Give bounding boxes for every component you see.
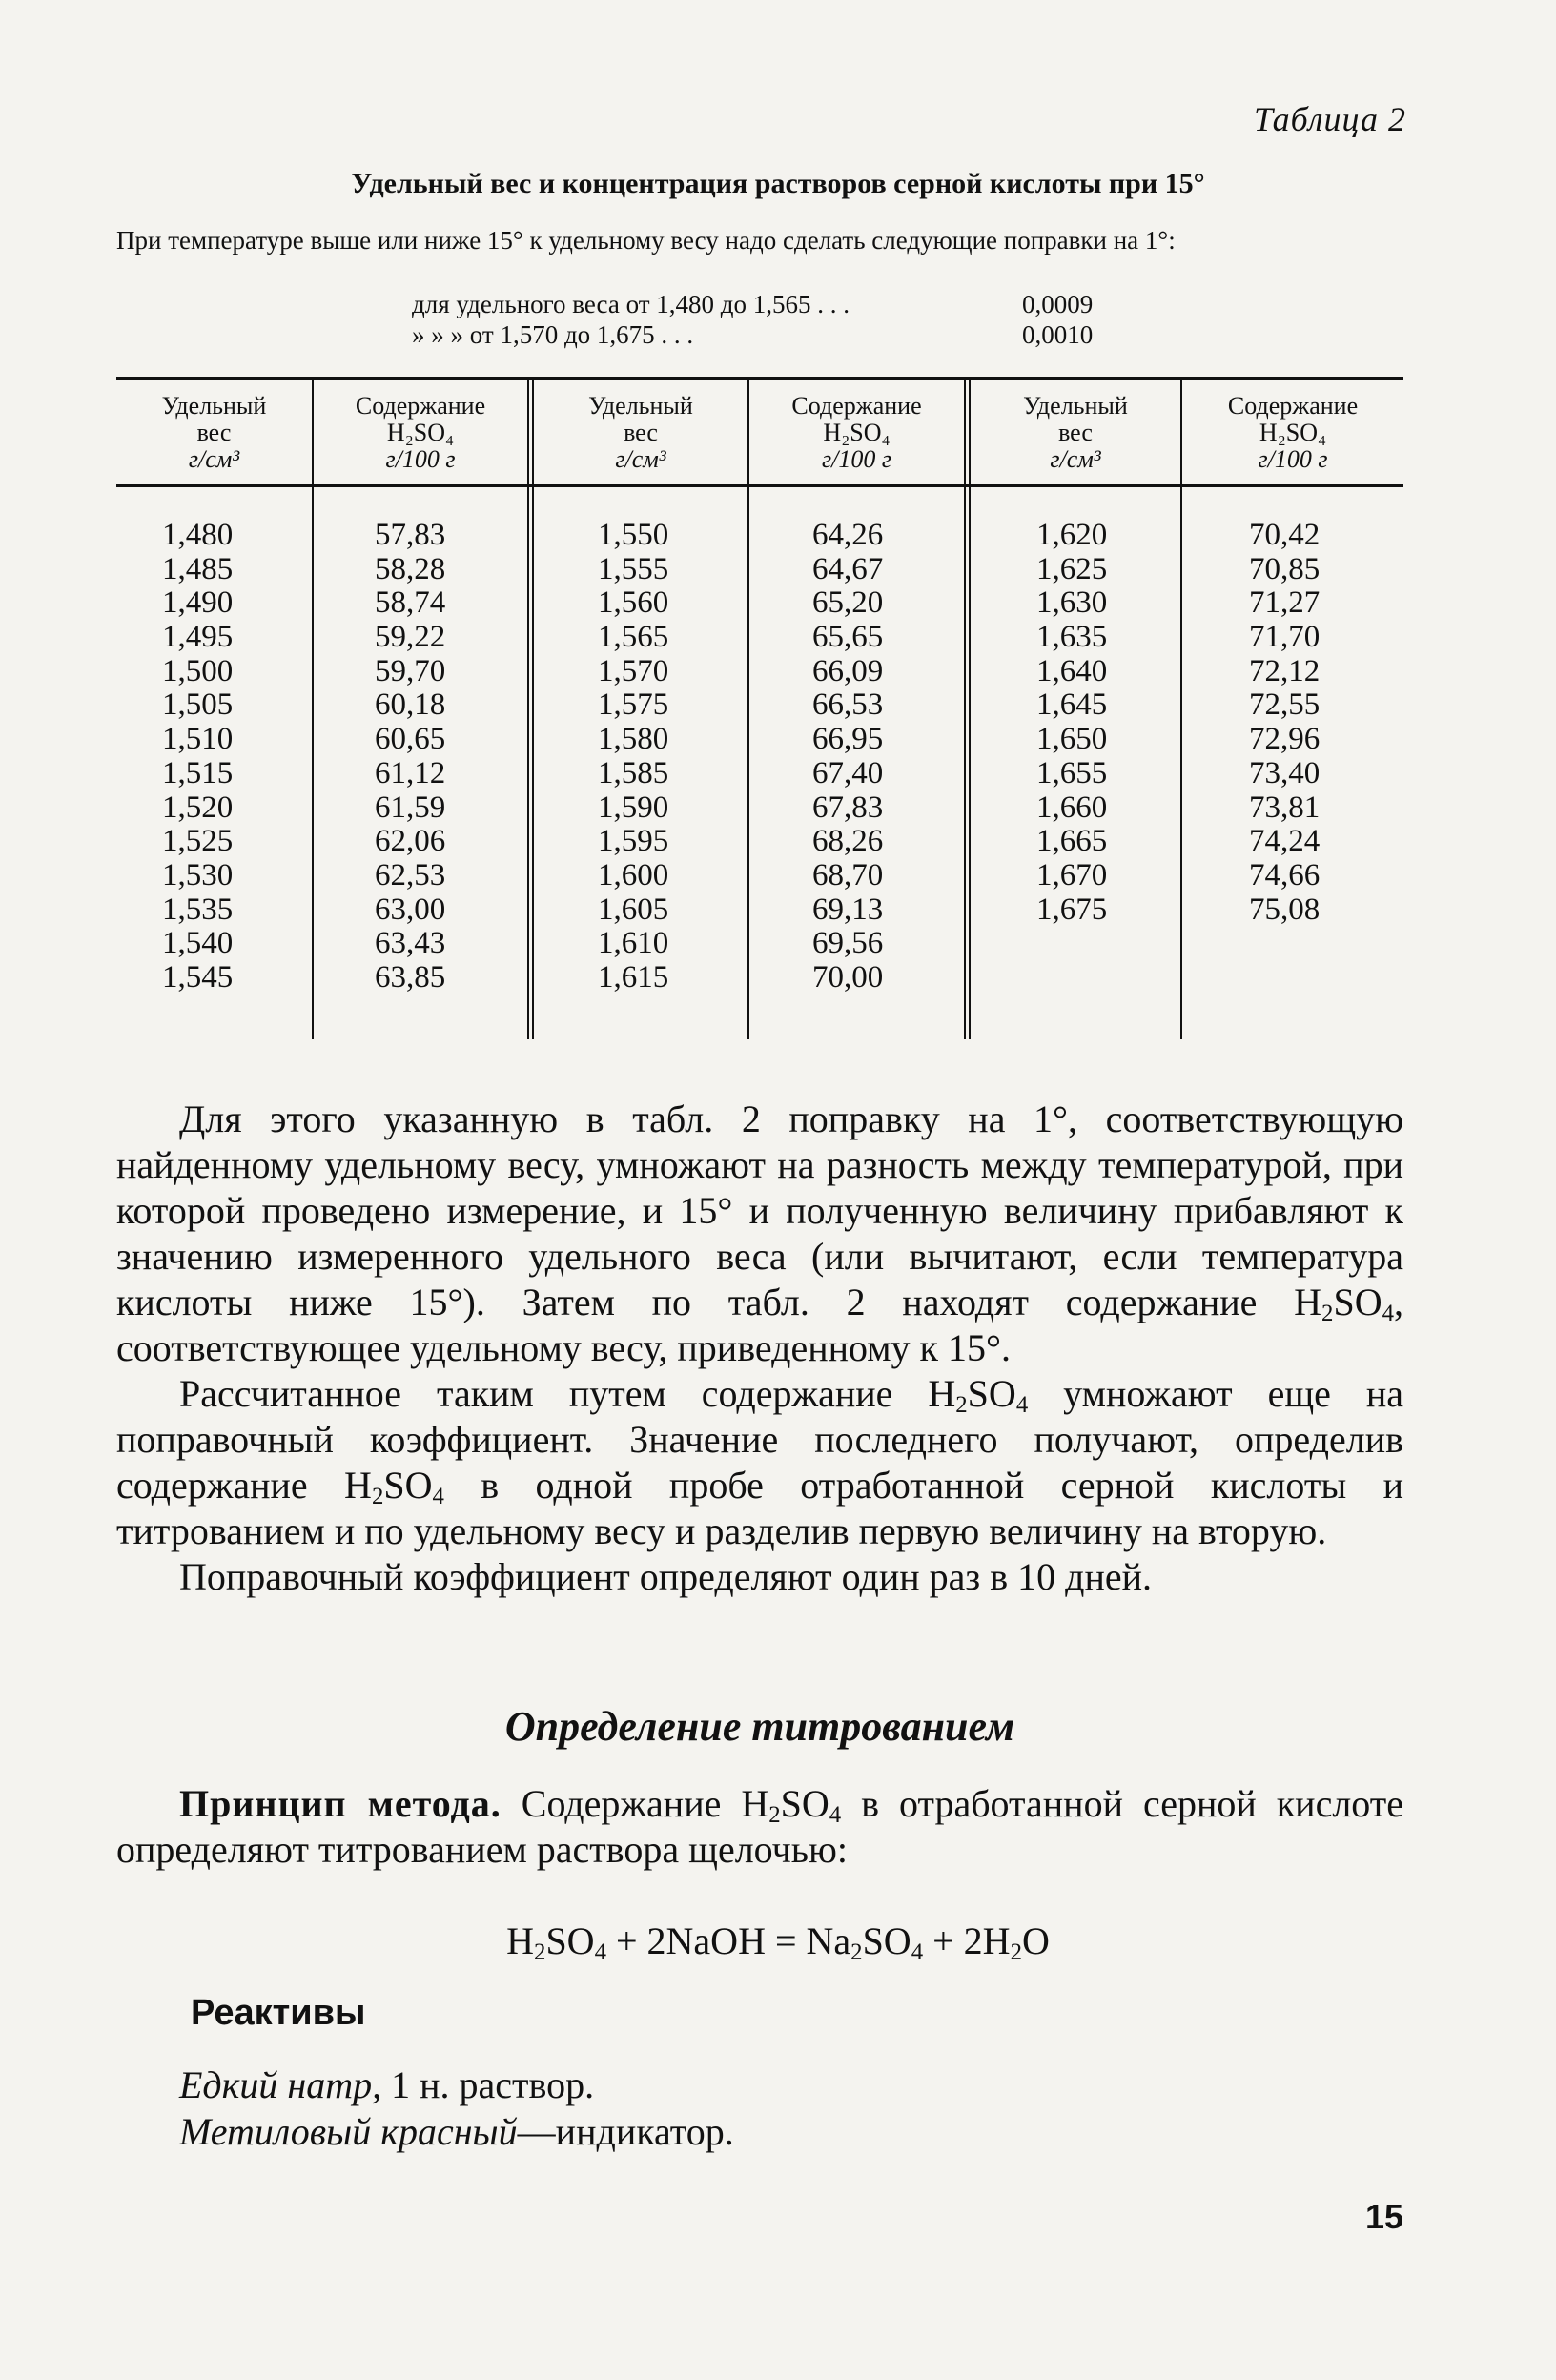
reagents-heading: Реактивы — [191, 1993, 366, 2033]
table-cell: 1,505 — [162, 687, 234, 723]
table-cell: 1,480 — [162, 518, 234, 552]
table-cell: 62,06 — [375, 824, 446, 859]
table-cell: 1,580 — [598, 722, 669, 757]
table-cell: 1,610 — [598, 926, 669, 961]
table-cell: 1,585 — [598, 755, 669, 790]
table-cell: 1,510 — [162, 722, 234, 757]
table-header-cell: Удельный вес г/см³ — [588, 392, 693, 473]
table-cell: 1,625 — [1036, 551, 1108, 586]
table-column — [162, 519, 233, 995]
table-cell: 68,70 — [812, 857, 884, 892]
column-divider — [747, 380, 749, 1039]
reaction-equation: $H_2SO_4$ + 2NaOH = $Na_2SO_4 + 2H_2O$ — [506, 1919, 1050, 1966]
table-cell: 1,645 — [1036, 687, 1108, 723]
table-cell: 72,12 — [1249, 653, 1321, 688]
table-cell: 1,485 — [162, 551, 234, 586]
table-cell: 1,525 — [162, 824, 234, 859]
table-column — [598, 519, 668, 995]
table-cell: 70,42 — [1249, 518, 1321, 552]
table-header-cell: Содержание H₂SO₄ г/100 г — [1227, 392, 1359, 473]
table-cell: 63,00 — [375, 892, 446, 927]
table-cell: 1,630 — [1036, 585, 1108, 621]
table-cell: 1,495 — [162, 620, 234, 655]
table-header-cell: Содержание H₂SO₄ г/100 г — [791, 392, 922, 473]
table-cell: 1,590 — [598, 790, 669, 825]
section-title: Определение титрованием — [504, 1703, 1015, 1750]
column-divider — [1180, 380, 1182, 1039]
table-cell: 1,500 — [162, 653, 234, 688]
table-cell: 1,540 — [162, 926, 234, 961]
column-divider-double — [527, 380, 534, 1039]
table-cell: 1,665 — [1036, 824, 1108, 859]
table-cell: 72,96 — [1249, 722, 1321, 757]
paragraph: Рассчитанное таким путем содержание $H_2SO_4$ умножают еще на поправочный коэффициент. Значение последнего получают, определив содержание $H_2SO_4$ в одной пробе отработанной серной кислоты и титрованием и по удельному весу и разделив первую величину на вторую. — [116, 1372, 1404, 1552]
paragraph: Поправочный коэффициент определяют один раз в 10 дней. — [179, 1555, 1153, 1598]
table-cell: 69,56 — [812, 926, 884, 961]
table-cell: 1,550 — [598, 518, 669, 552]
table-cell: 1,595 — [598, 824, 669, 859]
table-cell: 70,85 — [1249, 551, 1321, 586]
correction-row — [412, 289, 1094, 319]
table-cell: 1,670 — [1036, 857, 1108, 892]
table-cell: 1,605 — [598, 892, 669, 927]
table-cell: 60,65 — [375, 722, 446, 757]
table-cell: 66,53 — [812, 687, 884, 723]
table-cell: 59,22 — [375, 620, 446, 655]
table-cell: 1,635 — [1036, 620, 1108, 655]
table-cell: 1,565 — [598, 620, 669, 655]
table-column — [1249, 519, 1320, 927]
table-cell: 1,640 — [1036, 653, 1108, 688]
principle-paragraph: Принцип метода. Содержание $H_2SO_4$ в отработанной серной кислоте определяют титрованием раствора щелочью: — [116, 1782, 1404, 1871]
table-column — [375, 519, 445, 995]
table-cell: 1,570 — [598, 653, 669, 688]
paragraph: Для этого указанную в табл. 2 поправку на 1°, соответствующую найденному удельному весу, умножают на разность между температурой, при которой проведено измерение, и 15° и полученную величину прибавляют к значению измеренного удельного веса (или вычитают, если температура кислоты ниже 15°). Затем по табл. 2 находят содержание $H_2SO_4$, соответствующее удельному весу, приведенному к 15°. — [116, 1098, 1403, 1369]
table-cell: 1,600 — [598, 857, 669, 892]
column-divider — [312, 380, 314, 1039]
table-cell: 64,67 — [812, 551, 884, 586]
table-cell: 1,560 — [598, 585, 669, 621]
table-cell: 66,09 — [812, 653, 884, 688]
table-header-cell: Удельный вес г/см³ — [161, 392, 267, 473]
table-cell: 73,81 — [1249, 790, 1321, 825]
table-cell: 65,65 — [812, 620, 884, 655]
correction-text: для удельного веса от 1,480 до 1,565 . . . — [412, 290, 850, 318]
table-cell: 72,55 — [1249, 687, 1321, 723]
table-cell: 67,40 — [812, 755, 884, 790]
correction-row — [412, 319, 1094, 350]
table-cell: 71,70 — [1249, 620, 1321, 655]
table-cell: 66,95 — [812, 722, 884, 757]
correction-value: 0,0010 — [1022, 320, 1094, 349]
table-cell: 1,515 — [162, 755, 234, 790]
correction-text: » » » от 1,570 до 1,675 . . . — [412, 320, 694, 349]
table-cell: 64,26 — [812, 518, 884, 552]
correction-value: 0,0009 — [1022, 290, 1094, 318]
table-cell: 59,70 — [375, 653, 446, 688]
table-cell: 61,59 — [375, 790, 446, 825]
reagent-item: Едкий натр, 1 н. раствор. — [179, 2063, 595, 2106]
table-cell: 1,675 — [1036, 892, 1108, 927]
table-cell: 1,555 — [598, 551, 669, 586]
table-cell: 1,655 — [1036, 755, 1108, 790]
table-column — [812, 519, 883, 995]
table-cell: 63,85 — [375, 959, 446, 995]
table-cell: 65,20 — [812, 585, 884, 621]
column-divider-double — [964, 380, 971, 1039]
table-cell: 58,28 — [375, 551, 446, 586]
table-cell: 69,13 — [812, 892, 884, 927]
table-cell: 71,27 — [1249, 585, 1321, 621]
table-top-rule — [116, 377, 1403, 380]
table-cell: 75,08 — [1249, 892, 1321, 927]
table-column — [1036, 519, 1107, 927]
table-cell: 74,66 — [1249, 857, 1321, 892]
table-cell: 60,18 — [375, 687, 446, 723]
table-cell: 73,40 — [1249, 755, 1321, 790]
table-cell: 67,83 — [812, 790, 884, 825]
table-cell: 74,24 — [1249, 824, 1321, 859]
table-cell: 63,43 — [375, 926, 446, 961]
table-header-cell: Удельный вес г/см³ — [1023, 392, 1128, 473]
table-cell: 61,12 — [375, 755, 446, 790]
table-header-rule — [116, 484, 1403, 487]
table-cell: 70,00 — [812, 959, 884, 995]
table-cell: 62,53 — [375, 857, 446, 892]
temperature-note: При температуре выше или ниже 15° к удельному весу надо сделать следующие поправки на 1°: — [116, 226, 1176, 255]
table-title: Удельный вес и концентрация растворов серной кислоты при 15° — [351, 168, 1205, 199]
table-cell: 68,26 — [812, 824, 884, 859]
table-cell: 1,490 — [162, 585, 234, 621]
table-cell: 1,535 — [162, 892, 234, 927]
table-header-cell: Содержание H₂SO₄ г/100 г — [355, 392, 486, 473]
table-cell: 57,83 — [375, 518, 446, 552]
table-cell: 58,74 — [375, 585, 446, 621]
table-label: Таблица 2 — [1253, 100, 1406, 138]
body-text — [116, 1097, 1403, 1600]
reagent-item: Метиловый красный—индикатор. — [179, 2110, 734, 2153]
table-cell: 1,545 — [162, 959, 234, 995]
table-cell: 1,660 — [1036, 790, 1108, 825]
table-cell: 1,650 — [1036, 722, 1108, 757]
page-number: 15 — [1364, 2197, 1403, 2236]
table-cell: 1,520 — [162, 790, 234, 825]
table-cell: 1,575 — [598, 687, 669, 723]
table-cell: 1,615 — [598, 959, 669, 995]
table-cell: 1,620 — [1036, 518, 1108, 552]
table-cell: 1,530 — [162, 857, 234, 892]
